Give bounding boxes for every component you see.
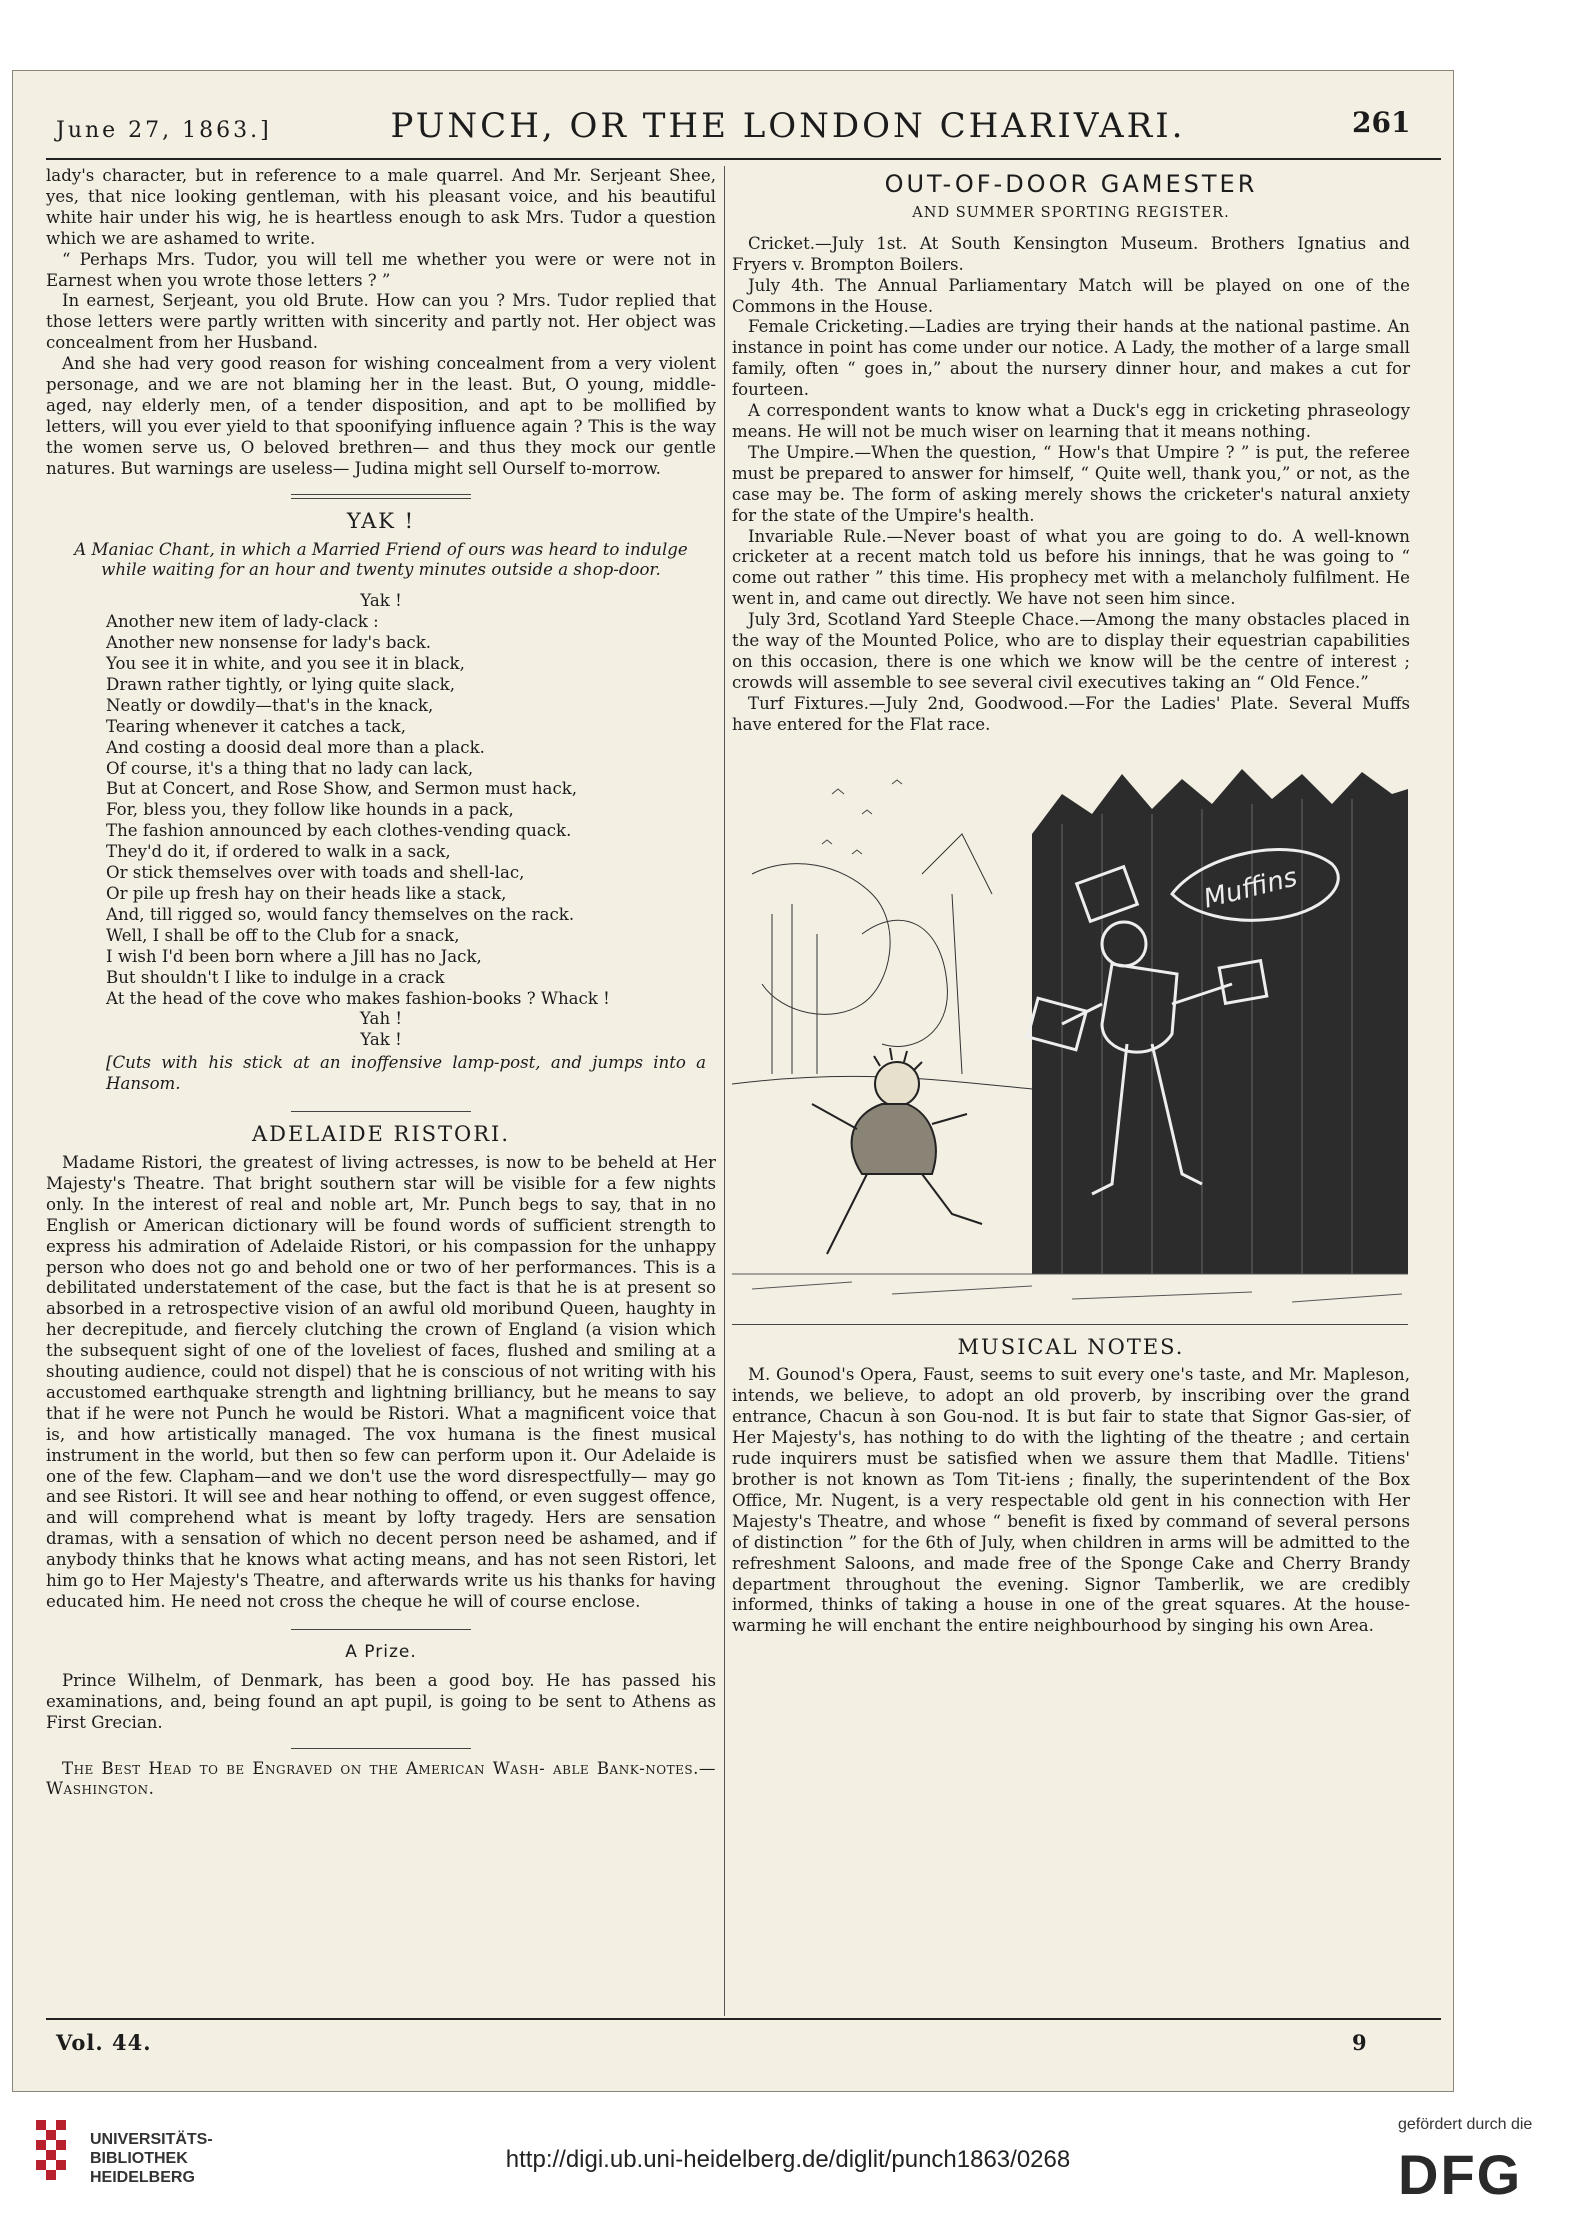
musical-title: MUSICAL NOTES. (957, 1334, 1185, 1359)
yak-closing: Yak ! (360, 1030, 402, 1050)
verse-line: Well, I shall be off to the Club for a snack, (106, 925, 460, 945)
verse-line: You see it in white, and you see it in black, (106, 654, 465, 674)
verse-line: The fashion announced by each clothes-vending quack. (106, 821, 572, 841)
issue-date: June 27, 1863.] (56, 118, 272, 143)
gamester-paragraph: Cricket.—July 1st. At South Kensington Museum. Brothers Ignatius and Fryers v. Brompton Boilers. (732, 233, 1410, 274)
ristori-body: Madame Ristori, the greatest of living actresses, is now to be beheld at Her Majesty's Theatre. That bright southern star will be visible for a few nights only. In the interest of real and noble art, Mr. Punch begs to say, that in no English or American dictionary will be found words of sufficient strength to express his admiration of Adelaide Ristori, or his compassion for the unhappy person who does not go and behold one or two of her performances. This is a debilitated understatement of the case, but the fact is that he is at present so absorbed in a retrospective vision of an awful old moribund Queen, haughty in her decrepitude, and fiercely clutching the crown of England (a vision which the subsequent sight of one of the loveliest of faces, flushed and smiling at a shouting audience, could not dispel) that he is conscious of not writing with his accustomed earthquake strength and lightning brilliancy, but he means to say that if he were not Punch he would be Ristori. What a magnificent voice that is, and how artistically managed. The vox humana is the finest musical instrument in the world, but then so few can perform upon it. Our Adelaide is one of the few. Clapham—and we don't use the word disrespectfully— may go and see Ristori. It will see and hear nothing to offend, or even suggest offence, and will comprehend what is meant by lofty tragedy. Hers are sensation dramas, with a sensation of which no decent person need be ashamed, and if anybody thinks that he knows what acting means, and has not seen Ristori, let him go to Her Majesty's Theatre, and afterwards write us his thanks for having educated him. He need not cross the cheque he will of course enclose. (46, 1152, 716, 1611)
right-column (732, 166, 1410, 1637)
volume-label: Vol. 44. (56, 2030, 152, 2055)
verse-line: At the head of the cove who makes fashion-books ? Whack ! (106, 988, 610, 1008)
verse-line: Of course, it's a thing that no lady can lack, (106, 758, 474, 778)
signature-mark: 9 (1352, 2030, 1367, 2055)
verse-line: But at Concert, and Rose Show, and Sermon must hack, (106, 779, 578, 799)
verse-line: And costing a doosid deal more than a plack. (106, 737, 485, 757)
continued-paragraph: lady's character, but in reference to a male quarrel. And Mr. Serjeant Shee, yes, that nice looking gentleman, with his pleasant voice, and his beautiful white hair under his wig, he is heartless enough to ask Mrs. Tudor a question which we are ashamed to write. (46, 166, 716, 248)
verse-line: Drawn rather tightly, or lying quite slack, (106, 674, 455, 694)
gamester-title: OUT-OF-DOOR GAMESTER (884, 170, 1258, 198)
section-divider (291, 1111, 471, 1112)
source-url-link[interactable]: http://digi.ub.uni-heidelberg.de/diglit/punch1863/0268 (505, 2146, 1071, 2173)
funding-note: gefördert durch die (1398, 2116, 1533, 2133)
prize-title: A Prize. (345, 1641, 417, 1662)
verse-line: Another new nonsense for lady's back. (106, 633, 432, 653)
column-rule (724, 166, 725, 2016)
cartoon-drawing (732, 754, 1408, 1314)
musical-body: M. Gounod's Opera, Faust, seems to suit every one's taste, and Mr. Mapleson, intends, we believe, to adopt an old proverb, by inscribing over the grand entrance, Chacun à son Gou-nod. It is but fair to state that Signor Gas-sier, of Her Majesty's, has nothing to do with the lighting of the theatre ; and certain rude inquirers must be satisfied when we assure them that Madlle. Titiens' brother is not known as Tom Tit-iens ; finally, the superintendent of the Box Office, Mr. Nugent, is a very respectable old gent in his connection with Her Majesty's Theatre, and whose “ benefit is fixed by command of several persons of distinction ” for the 6th of July, when children in arms will be admitted to the refreshment Saloons, and made free of the Sponge Cake and Cherry Brandy department throughout the evening. Signor Tamberlik, we are credibly informed, thinks of taking a house in one of the great squares. At the house-warming he will enchant the entire neighbourhood by singing his own Area. (732, 1365, 1410, 1636)
verse-line: Tearing whenever it catches a tack, (106, 716, 406, 736)
gamester-paragraph: Invariable Rule.—Never boast of what you are going to do. A well-known cricketer at a recent match told us before his innings, that he was going to “ come out rather ” this time. His prophecy met with a melancholy fulfilment. He went in, and came out directly. We have not seen him since. (732, 526, 1410, 609)
stage-direction: [Cuts with his stick at an inoffensive lamp-post, and jumps into a Hansom. (106, 1053, 706, 1094)
gamester-paragraph: July 3rd, Scotland Yard Steeple Chace.—Among the many obstacles placed in the way of the Mounted Police, who are to display their equestrian capabilities on this occasion, there is one which we know will be the centre of interest ; crowds will assemble to see several civil executives taking an “ Old Fence.” (732, 610, 1410, 692)
continued-paragraph: In earnest, Serjeant, you old Brute. How can you ? Mrs. Tudor replied that those letters were partly written with sincerity and partly not. Her object was concealment from her Husband. (46, 291, 716, 353)
yak-dek: A Maniac Chant, in which a Married Friend of ours was heard to indulge while waiting for an hour and twenty minutes outside a shop-door. (74, 539, 688, 580)
yak-title: YAK ! (346, 508, 416, 533)
verse-line: For, bless you, they follow like hounds in a pack, (106, 800, 514, 820)
gamester-paragraph: A correspondent wants to know what a Duck's egg in cricketing phraseology means. He will not be much wiser on learning that it means nothing. (732, 401, 1410, 441)
gamester-paragraph: July 4th. The Annual Parliamentary Match will be played on one of the Commons in the House. (732, 275, 1410, 316)
verse-line: I wish I'd been born where a Jill has no Jack, (106, 946, 482, 966)
verse-line: Another new item of lady-clack : (106, 612, 379, 632)
section-divider (732, 1324, 1408, 1325)
gamester-paragraph: Turf Fixtures.—July 2nd, Goodwood.—For the Ladies' Plate. Several Muffs have entered for the Flat race. (732, 693, 1410, 734)
verse-line: And, till rigged so, would fancy themselves on the rack. (106, 904, 575, 924)
left-column (46, 166, 716, 1800)
continued-paragraph: “ Perhaps Mrs. Tudor, you will tell me whether you were or were not in Earnest when you wrote those letters ? ” (46, 249, 716, 290)
footer-rule (46, 2018, 1441, 2020)
section-divider (291, 1748, 471, 1749)
best-head-paragraph: The Best Head to be Engraved on the American Wash- able Bank-notes.—Washington. (46, 1758, 716, 1799)
verse-line: But shouldn't I like to indulge in a crack (106, 967, 445, 987)
verse-line: Neatly or dowdily—that's in the knack, (106, 695, 434, 715)
prize-body: Prince Wilhelm, of Denmark, has been a good boy. He has passed his examinations, and, being found an apt pupil, is going to be sent to Athens as First Grecian. (46, 1670, 716, 1732)
section-divider (291, 1629, 471, 1630)
gamester-subtitle: AND SUMMER SPORTING REGISTER. (912, 204, 1230, 221)
verse-line: They'd do it, if ordered to walk in a sack, (106, 842, 451, 862)
gamester-paragraph: Female Cricketing.—Ladies are trying their hands at the national pastime. An instance in point has come under our notice. A Lady, the mother of a large small family, often “ goes in,” about the nursery dinner hour, and makes a cut for fourteen. (732, 317, 1410, 400)
yak-verse (106, 612, 716, 1009)
cartoon-illustration (732, 754, 1408, 1314)
library-name-line: BIBLIOTHEK (90, 2150, 188, 2167)
verse-line: Or pile up fresh hay on their heads like a stack, (106, 884, 507, 903)
yak-closing: Yah ! (359, 1009, 403, 1029)
library-name-line: UNIVERSITÄTS- (90, 2131, 213, 2148)
masthead-title: PUNCH, OR THE LONDON CHARIVARI. (390, 106, 1186, 146)
page-number: 261 (1352, 106, 1411, 139)
dfg-logo: DFG (1398, 2143, 1523, 2206)
gamester-paragraph: The Umpire.—When the question, “ How's that Umpire ? ” is put, the referee must be prepared to answer for himself, “ Quite well, thank you,” or not, as the case may be. The form of asking merely shows the cricketer's natural anxiety for the state of the Umpire's health. (732, 442, 1410, 525)
header-rule (46, 158, 1441, 160)
yak-opening: Yak ! (360, 591, 402, 611)
verse-line: Or stick themselves over with toads and shell-lac, (106, 863, 525, 883)
section-divider (291, 494, 471, 499)
ristori-title: ADELAIDE RISTORI. (251, 1122, 511, 1147)
chalk-scrawl: Muffins (1200, 862, 1301, 915)
continued-paragraph: And she had very good reason for wishing concealment from a very violent personage, and we are not blaming her in the least. But, O young, middle-aged, nay elderly men, of a tender disposition, and apt to be mollified by letters, will you ever yield to that spoonifying influence again ? This is the way the women serve us, O beloved brethren— and thus they mock our gentle natures. But warnings are useless— Judina might sell Ourself to-morrow. (46, 354, 716, 478)
library-footer-bar (0, 2102, 1576, 2222)
library-name-line: HEIDELBERG (90, 2169, 195, 2186)
